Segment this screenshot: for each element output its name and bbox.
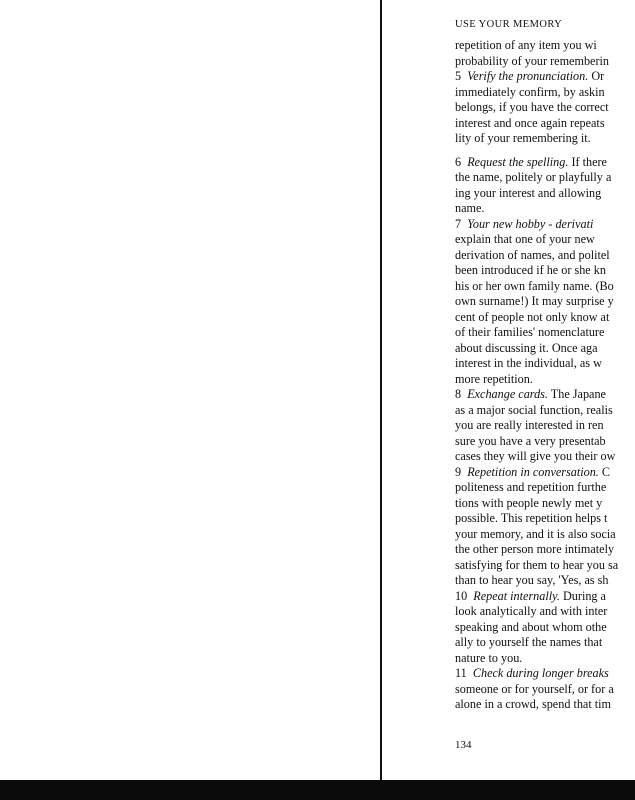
text-line: probability of your rememberin <box>455 53 609 68</box>
text-line: interest in the individual, as w <box>455 356 602 370</box>
text-line: sure you have a very presentab <box>455 433 606 448</box>
bottom-dark-strip <box>0 780 635 800</box>
text-line: belongs, if you have the correct <box>455 100 609 114</box>
item-heading-line <box>455 666 635 682</box>
text-line: name. <box>455 201 485 215</box>
item-number: 6 <box>455 154 462 169</box>
text-line: cases they will give you their ow <box>455 449 616 463</box>
text-line: the other person more intimately <box>455 542 615 556</box>
item-title: Verify the pronunciation. <box>467 69 589 83</box>
item-heading-line <box>455 387 635 403</box>
item-heading-line <box>455 217 635 233</box>
item-heading-line <box>455 69 635 85</box>
text-line: cent of people not only know at <box>455 309 610 324</box>
text-line: lity of your remembering it. <box>455 131 591 145</box>
text-line: his or her own family name. (Bo <box>455 278 614 293</box>
item-heading-line <box>455 589 635 605</box>
text-body <box>455 38 635 713</box>
running-head: USE YOUR MEMORY <box>455 19 563 30</box>
text-line: repetition of any item you wi <box>455 38 597 52</box>
item-title: Repeat internally. <box>473 588 560 603</box>
paragraph-gap <box>455 147 635 155</box>
item-number: 8 <box>455 387 462 401</box>
text-line: as a major social function, realis <box>455 402 613 417</box>
text-line: satisfying for them to hear you sa <box>455 557 619 572</box>
text-line: been introduced if he or she kn <box>455 263 606 277</box>
text-line: than to hear you say, 'Yes, as sh <box>455 573 609 587</box>
text-line: about discussing it. Once aga <box>455 340 598 355</box>
item-heading-line <box>455 155 635 171</box>
item-text: If there <box>568 154 607 169</box>
item-title: Your new hobby - derivati <box>467 216 594 231</box>
item-text: C <box>598 464 611 479</box>
text-line: speaking and about whom othe <box>455 619 607 634</box>
text-line: look analytically and with inter <box>455 604 608 618</box>
page-number: 134 <box>455 739 472 751</box>
item-title: Exchange cards. <box>467 387 548 401</box>
text-line: tions with people newly met y <box>455 495 603 510</box>
text-line: more repetition. <box>455 371 533 386</box>
item-number: 11 <box>455 666 467 680</box>
text-line: possible. This repetition helps t <box>455 511 608 525</box>
text-line: someone or for yourself, or for a <box>455 681 614 696</box>
item-text: During a <box>559 588 606 603</box>
text-line: explain that one of your new <box>455 232 595 246</box>
text-line: own surname!) It may surprise y <box>455 294 614 308</box>
item-title: Request the spelling. <box>467 154 569 169</box>
item-text: Or <box>588 69 605 83</box>
page-body <box>455 19 635 713</box>
item-title: Check during longer breaks <box>472 666 609 680</box>
text-line: interest and once again repeats <box>455 115 605 130</box>
text-line: politeness and repetition furthe <box>455 480 607 494</box>
item-number: 10 <box>455 588 468 603</box>
item-title: Repetition in conversation. <box>467 464 599 479</box>
text-line: alone in a crowd, spend that tim <box>455 697 612 711</box>
text-line: immediately confirm, by askin <box>455 84 605 99</box>
text-line: your memory, and it is also socia <box>455 526 616 541</box>
text-line: ing your interest and allowing <box>455 185 602 200</box>
text-line: of their families' nomenclature <box>455 325 605 339</box>
item-number: 9 <box>455 464 462 479</box>
item-text: The Japane <box>547 387 606 401</box>
book-page <box>382 0 635 780</box>
text-line: you are really interested in ren <box>455 418 604 432</box>
item-heading-line <box>455 465 635 481</box>
text-line: derivation of names, and politel <box>455 247 610 262</box>
text-line: ally to yourself the names that <box>455 635 603 649</box>
text-line: the name, politely or playfully a <box>455 170 612 184</box>
item-number: 7 <box>455 216 462 231</box>
item-number: 5 <box>455 69 462 83</box>
text-line: nature to you. <box>455 650 523 665</box>
